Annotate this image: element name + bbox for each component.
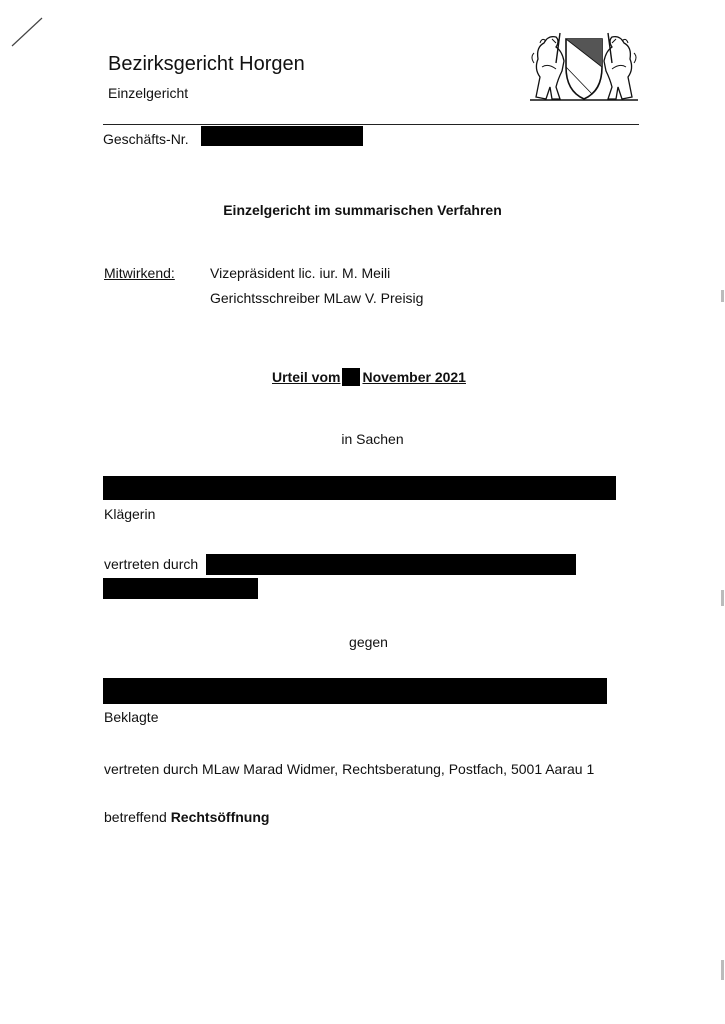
court-division: Einzelgericht: [108, 85, 189, 101]
plaintiff-representative-redaction: [206, 554, 576, 575]
verdict-prefix: Urteil vom: [272, 369, 341, 385]
document-title: Einzelgericht im summarischen Verfahren: [223, 202, 502, 218]
participants-label: Mitwirkend:: [104, 265, 175, 281]
verdict-date: [272, 368, 466, 386]
zurich-coat-of-arms-icon: [526, 27, 642, 103]
participant-line: Gerichtsschreiber MLaw V. Preisig: [210, 290, 424, 306]
case-number-redaction: [201, 126, 363, 146]
verdict-day-redaction: [342, 368, 360, 386]
verdict-suffix: November 2021: [362, 369, 466, 385]
defendant-name-redaction: [103, 678, 607, 704]
subject-matter: Rechtsöffnung: [170, 809, 270, 825]
scan-edge-mark: [721, 590, 724, 606]
plaintiff-role: Klägerin: [104, 506, 156, 522]
plaintiff-representative-redaction-2: [103, 578, 258, 599]
defendant-representative: vertreten durch MLaw Marad Widmer, Rechtsberatung, Postfach, 5001 Aarau 1: [104, 761, 595, 777]
scan-edge-mark: [721, 290, 724, 302]
subject-prefix: betreffend: [104, 809, 171, 825]
versus-text: gegen: [349, 634, 388, 650]
defendant-role: Beklagte: [104, 709, 159, 725]
scan-edge-mark: [721, 960, 724, 980]
plaintiff-represented-label: vertreten durch: [104, 556, 199, 572]
in-matter-text: in Sachen: [341, 431, 404, 447]
pen-stroke-mark: [8, 16, 44, 48]
subject-line: [104, 809, 269, 825]
plaintiff-name-redaction: [103, 476, 616, 500]
participant-line: Vizepräsident lic. iur. M. Meili: [210, 265, 391, 281]
court-name: Bezirksgericht Horgen: [108, 53, 305, 75]
case-number-label: Geschäfts-Nr.: [103, 131, 189, 147]
header-divider: [103, 124, 639, 125]
